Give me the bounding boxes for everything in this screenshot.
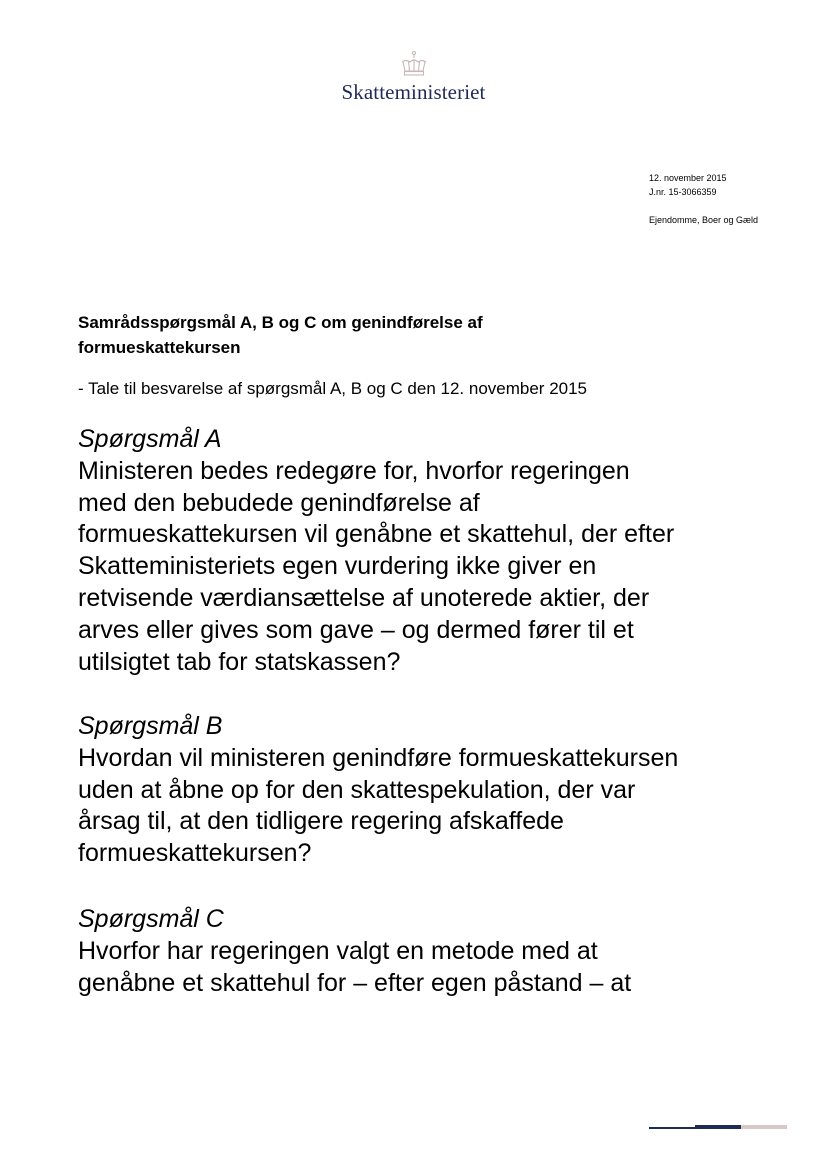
question-line: formueskattekursen? — [78, 839, 312, 868]
question-line: retvisende værdiansættelse af unoterede aktier, der — [78, 583, 650, 612]
question-line: Hvorfor har regeringen valgt en metode med at — [78, 936, 598, 965]
question-heading: Spørgsmål C — [78, 905, 224, 933]
question-line: uden at åbne op for den skattespekulation, der var — [78, 775, 636, 804]
question-b — [78, 711, 768, 870]
footer-rule-middle — [695, 1125, 741, 1129]
question-line: med den bebudede genindførelse af — [78, 488, 480, 517]
question-line: genåbne et skattehul for – efter egen påstand – at — [78, 968, 632, 997]
crown-icon — [398, 50, 430, 78]
document-title — [78, 310, 678, 360]
question-line: Ministeren bedes redegøre for, hvorfor regeringen — [78, 456, 630, 485]
footer-rule-left — [649, 1127, 695, 1129]
document-subtitle: - Tale til besvarelse af spørgsmål A, B og C den 12. november 2015 — [78, 379, 588, 398]
question-c — [78, 904, 768, 999]
document-meta — [649, 171, 758, 227]
document-date: 12. november 2015 — [649, 173, 727, 183]
question-line: utilsigtet tab for statskassen? — [78, 647, 401, 676]
question-a — [78, 424, 768, 678]
journal-number: J.nr. 15-3066359 — [649, 187, 717, 197]
question-heading: Spørgsmål B — [78, 712, 223, 740]
footer-rule-right — [741, 1125, 787, 1129]
question-line: Hvordan vil ministeren genindføre formueskattekursen — [78, 743, 679, 772]
question-heading: Spørgsmål A — [78, 425, 222, 453]
brand-wordmark: Skatteministeriet — [341, 80, 486, 104]
question-line: arves eller gives som gave – og dermed fører til et — [78, 615, 634, 644]
question-line: Skatteministeriets egen vurdering ikke giver en — [78, 552, 597, 581]
title-line-1: Samrådsspørgsmål A, B og C om genindførelse af — [78, 313, 483, 332]
ministry-logo — [0, 50, 827, 105]
question-line: formueskattekursen vil genåbne et skattehul, der efter — [78, 520, 675, 549]
title-line-2: formueskattekursen — [78, 338, 241, 357]
department-name: Ejendomme, Boer og Gæld — [649, 215, 759, 225]
question-line: årsag til, at den tidligere regering afskaffede — [78, 807, 564, 836]
